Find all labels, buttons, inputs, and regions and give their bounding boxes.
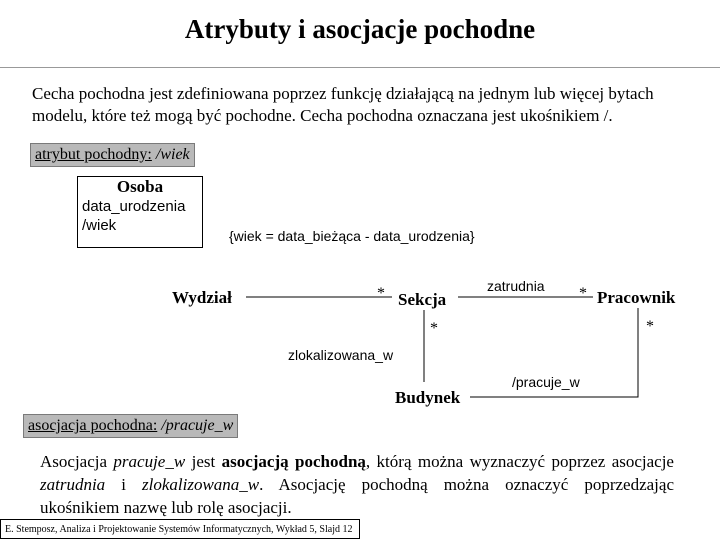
mult-sekcja-budynek: * (430, 320, 438, 337)
derived-attribute-prefix: atrybut pochodny: (35, 146, 152, 163)
class-osoba-attr-wiek: /wiek (82, 217, 117, 234)
class-pracownik: Pracownik (597, 288, 676, 307)
mult-wydzial-sekcja: * (377, 285, 385, 302)
explanation-paragraph (40, 450, 674, 519)
derived-association-value: /pracuje_w (161, 417, 234, 434)
mult-pracownik-budynek: * (646, 318, 654, 335)
intro-text: Cecha pochodna jest zdefiniowana poprzez funkcję działającą na jednym lub więcej bytach modelu, które też mogą być pochodne. Cecha pochodna oznaczana jest ukośnikiem /. (32, 84, 654, 125)
slide-title: Atrybuty i asocjacje pochodne (184, 14, 536, 44)
class-osoba-name: Osoba (116, 177, 164, 196)
class-sekcja: Sekcja (398, 290, 447, 309)
para-text-5: . Asocjację pochodną można oznaczyć poprzedzając ukośnikiem nazwę lub rolę asocjacji. (40, 475, 674, 517)
class-wydzial: Wydział (172, 288, 232, 307)
slide-footer: E. Stemposz, Analiza i Projektowanie Systemów Informatycznych, Wykład 5, Slajd 12 (0, 519, 360, 539)
class-budynek: Budynek (395, 388, 461, 407)
constraint-note: {wiek = data_bieżąca - data_urodzenia} (229, 228, 475, 244)
assoc-pracuje-w: /pracuje_w (512, 374, 580, 390)
para-text-2: jest (185, 452, 222, 471)
para-text-3: , którą można wyznaczyć poprzez asocjacje (365, 452, 674, 471)
assoc-zlokalizowana-w: zlokalizowana_w (288, 347, 394, 363)
para-italic-zatrudnia: zatrudnia (40, 475, 106, 494)
class-osoba-attr-data-urodzenia: data_urodzenia (82, 198, 186, 215)
assoc-zatrudnia: zatrudnia (487, 278, 545, 294)
derived-association-prefix: asocjacja pochodna: (28, 417, 158, 434)
para-text-4: i (105, 475, 143, 494)
derived-association-label (23, 414, 238, 438)
para-italic-zlokalizowana: zlokalizowana_w (142, 475, 260, 494)
para-italic-pracuje: pracuje_w (113, 452, 186, 471)
mult-sekcja-pracownik: * (579, 285, 587, 302)
derived-attribute-value: /wiek (155, 146, 190, 163)
para-text-1: Asocjacja (40, 452, 114, 471)
para-bold-asocjacja: asocjacją pochodną (221, 452, 366, 471)
